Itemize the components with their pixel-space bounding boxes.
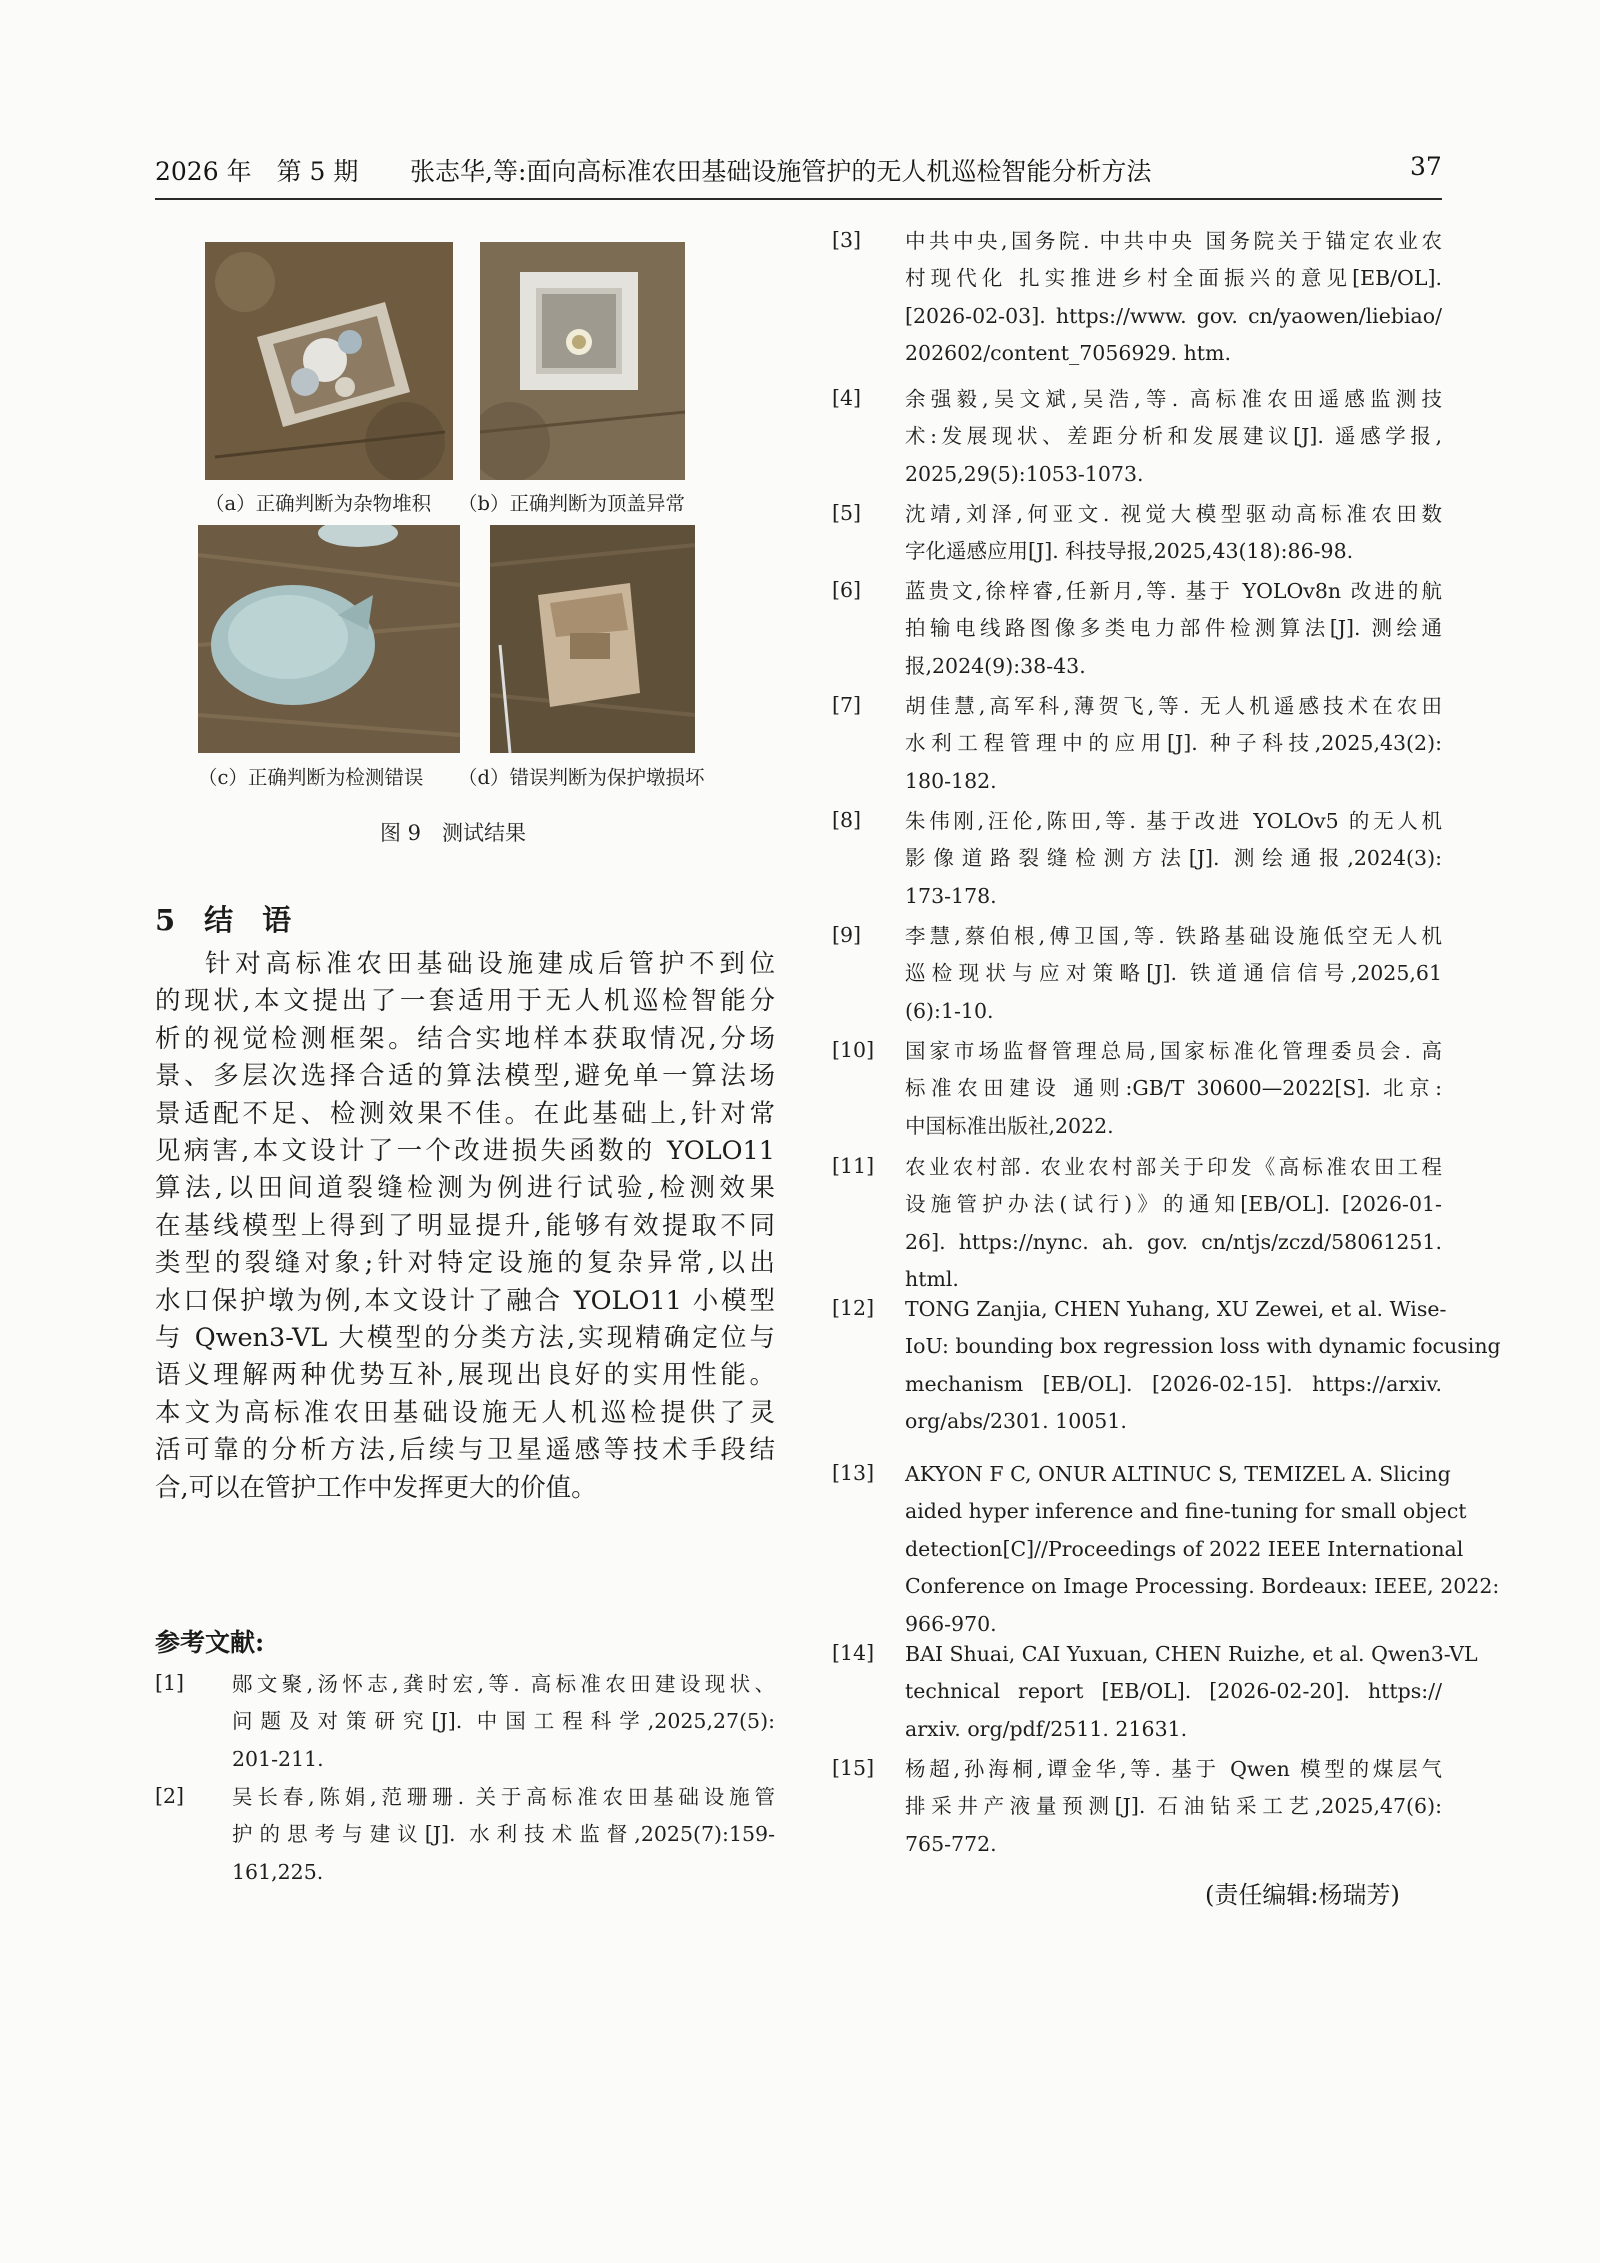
reference-number: [15]: [832, 1756, 875, 1780]
reference-text-line: 村现代化 扎实推进乡村全面振兴的意见[EB/OL].: [905, 266, 1442, 291]
reference-number: [2]: [155, 1784, 185, 1808]
header-rule: [155, 198, 1442, 200]
reference-text-line: 巡检现状与应对策略[J]. 铁道通信信号,2025,61: [905, 961, 1442, 986]
reference-text-line: 26]. https://nync. ah. gov. cn/ntjs/zczd/58061251.: [905, 1229, 1442, 1254]
reference-text-line: 护的思考与建议[J]. 水利技术监督,2025(7):159-: [232, 1822, 775, 1847]
references-title: 参考文献:: [155, 1628, 265, 1657]
reference-text-line: 2025,29(5):1053-1073.: [905, 461, 1144, 486]
reference-number: [13]: [832, 1461, 875, 1485]
reference-text-line: 报,2024(9):38-43.: [905, 653, 1086, 678]
issue-label: 2026 年 第 5 期: [155, 157, 359, 186]
caption-a: （a）正确判断为杂物堆积: [205, 492, 432, 515]
body-text-line: 类型的裂缝对象;针对特定设施的复杂异常,以出: [155, 1248, 775, 1279]
caption-d: （d）错误判断为保护墩损坏: [458, 766, 705, 789]
reference-text-line: TONG Zanjia, CHEN Yuhang, XU Zewei, et al. Wise-: [905, 1297, 1447, 1321]
reference-text-line: org/abs/2301. 10051.: [905, 1409, 1127, 1434]
body-text-line: 析的视觉检测框架。结合实地样本获取情况,分场: [155, 1023, 775, 1054]
reference-number: [12]: [832, 1296, 875, 1320]
reference-text-line: 173-178.: [905, 883, 997, 908]
reference-text-line: technical report [EB/OL]. [2026-02-20]. https://: [905, 1679, 1442, 1704]
reference-number: [8]: [832, 808, 862, 832]
reference-number: [3]: [832, 228, 862, 252]
reference-text-line: 966-970.: [905, 1611, 997, 1636]
reference-number: [7]: [832, 693, 862, 717]
body-text-line: 的现状,本文提出了一套适用于无人机巡检智能分: [155, 986, 775, 1017]
body-text-line: 合,可以在管护工作中发挥更大的价值。: [155, 1472, 597, 1503]
body-text-line: 景适配不足、检测效果不佳。在此基础上,针对常: [155, 1098, 775, 1129]
body-text-line: 见病害,本文设计了一个改进损失函数的 YOLO11: [155, 1136, 775, 1166]
caption-c: （c）正确判断为检测错误: [198, 766, 424, 789]
body-text-line: 与 Qwen3-VL 大模型的分类方法,实现精确定位与: [155, 1323, 775, 1353]
reference-text-line: mechanism [EB/OL]. [2026-02-15]. https://arxiv.: [905, 1371, 1442, 1396]
reference-text-line: 中国标准出版社,2022.: [905, 1113, 1114, 1138]
page-number: 37: [1410, 152, 1442, 181]
reference-number: [6]: [832, 578, 862, 602]
reference-text-line: 吴长春,陈娟,范珊珊. 关于高标准农田基础设施管: [232, 1785, 775, 1809]
reference-text-line: 李慧,蔡伯根,傅卫国,等. 铁路基础设施低空无人机: [905, 924, 1442, 948]
reference-text-line: 设施管护办法(试行)》的通知[EB/OL]. [2026-01-: [905, 1192, 1442, 1217]
body-text-line: 语义理解两种优势互补,展现出良好的实用性能。: [155, 1360, 775, 1391]
body-text-line: 算法,以田间道裂缝检测为例进行试验,检测效果: [155, 1173, 775, 1204]
body-text-line: 针对高标准农田基础设施建成后管护不到位: [205, 949, 775, 979]
reference-text-line: Conference on Image Processing. Bordeaux: IEEE, 2022:: [905, 1574, 1500, 1599]
reference-text-line: [2026-02-03]. https://www. gov. cn/yaowen/liebiao/: [905, 303, 1442, 328]
reference-text-line: 问题及对策研究[J]. 中国工程科学,2025,27(5):: [232, 1709, 775, 1734]
reference-text-line: 字化遥感应用[J]. 科技导报,2025,43(18):86-98.: [905, 539, 1354, 564]
reference-text-line: 国家市场监督管理总局,国家标准化管理委员会. 高: [905, 1039, 1442, 1063]
editor-note: (责任编辑:杨瑞芳): [1205, 1881, 1400, 1909]
reference-text-line: 朱伟刚,汪伦,陈田,等. 基于改进 YOLOv5 的无人机: [905, 809, 1442, 833]
reference-text-line: AKYON F C, ONUR ALTINUC S, TEMIZEL A. Slicing: [905, 1462, 1451, 1486]
reference-text-line: 余强毅,吴文斌,吴浩,等. 高标准农田遥感监测技: [905, 387, 1442, 411]
reference-text-line: 水利工程管理中的应用[J]. 种子科技,2025,43(2):: [905, 731, 1442, 756]
figure-title: 图 9 测试结果: [380, 821, 527, 845]
reference-text-line: 拍输电线路图像多类电力部件检测算法[J]. 测绘通: [905, 616, 1442, 641]
body-text-line: 活可靠的分析方法,后续与卫星遥感等技术手段结: [155, 1435, 775, 1466]
body-text-line: 在基线模型上得到了明显提升,能够有效提取不同: [155, 1210, 775, 1241]
reference-text-line: BAI Shuai, CAI Yuxuan, CHEN Ruizhe, et al. Qwen3-VL: [905, 1642, 1478, 1666]
reference-text-line: 161,225.: [232, 1859, 324, 1884]
body-text-line: 景、多层次选择合适的算法模型,避免单一算法场: [155, 1061, 775, 1092]
reference-text-line: 201-211.: [232, 1746, 324, 1771]
reference-text-line: html.: [905, 1267, 959, 1292]
reference-text-line: 沈靖,刘泽,何亚文. 视觉大模型驱动高标准农田数: [905, 502, 1442, 526]
photo-pier-damage: [490, 525, 695, 753]
caption-b: （b）正确判断为顶盖异常: [458, 492, 685, 515]
body-text-line: 本文为高标准农田基础设施无人机巡检提供了灵: [155, 1397, 775, 1428]
reference-text-line: 杨超,孙海桐,谭金华,等. 基于 Qwen 模型的煤层气: [905, 1757, 1442, 1781]
reference-text-line: 蓝贵文,徐梓睿,任新月,等. 基于 YOLOv8n 改进的航: [905, 579, 1442, 603]
photo-detection-error: [198, 525, 460, 753]
reference-number: [9]: [832, 923, 862, 947]
reference-text-line: detection[C]//Proceedings of 2022 IEEE International: [905, 1536, 1464, 1561]
reference-text-line: 180-182.: [905, 768, 997, 793]
reference-text-line: 术:发展现状、差距分析和发展建议[J]. 遥感学报,: [905, 424, 1442, 449]
reference-number: [5]: [832, 501, 862, 525]
reference-text-line: 765-772.: [905, 1831, 997, 1856]
reference-text-line: aided hyper inference and fine-tuning for small object: [905, 1499, 1467, 1524]
reference-text-line: 中共中央,国务院. 中共中央 国务院关于锚定农业农: [905, 229, 1442, 253]
reference-text-line: 胡佳慧,高军科,薄贺飞,等. 无人机遥感技术在农田: [905, 694, 1442, 718]
photo-cover-abnormal: [480, 242, 685, 480]
reference-text-line: 郧文聚,汤怀志,龚时宏,等. 高标准农田建设现状、: [232, 1672, 775, 1696]
reference-text-line: 排采井产液量预测[J]. 石油钻采工艺,2025,47(6):: [905, 1794, 1442, 1819]
reference-text-line: 农业农村部. 农业农村部关于印发《高标准农田工程: [905, 1155, 1442, 1179]
reference-text-line: arxiv. org/pdf/2511. 21631.: [905, 1716, 1188, 1741]
body-text-line: 水口保护墩为例,本文设计了融合 YOLO11 小模型: [155, 1285, 775, 1316]
reference-number: [1]: [155, 1671, 185, 1695]
section-heading: 5 结 语: [155, 903, 292, 937]
reference-text-line: 202602/content_7056929. htm.: [905, 341, 1231, 366]
reference-number: [4]: [832, 386, 862, 410]
reference-number: [10]: [832, 1038, 875, 1062]
reference-number: [14]: [832, 1641, 875, 1665]
reference-text-line: IoU: bounding box regression loss with dynamic focusing: [905, 1334, 1501, 1359]
running-title: 张志华,等:面向高标准农田基础设施管护的无人机巡检智能分析方法: [410, 157, 1152, 186]
photo-debris-pile: [205, 242, 453, 480]
reference-text-line: 影像道路裂缝检测方法[J]. 测绘通报,2024(3):: [905, 846, 1442, 871]
reference-number: [11]: [832, 1154, 875, 1178]
reference-text-line: 标准农田建设 通则:GB/T 30600—2022[S]. 北京:: [905, 1076, 1442, 1101]
reference-text-line: (6):1-10.: [905, 998, 994, 1023]
